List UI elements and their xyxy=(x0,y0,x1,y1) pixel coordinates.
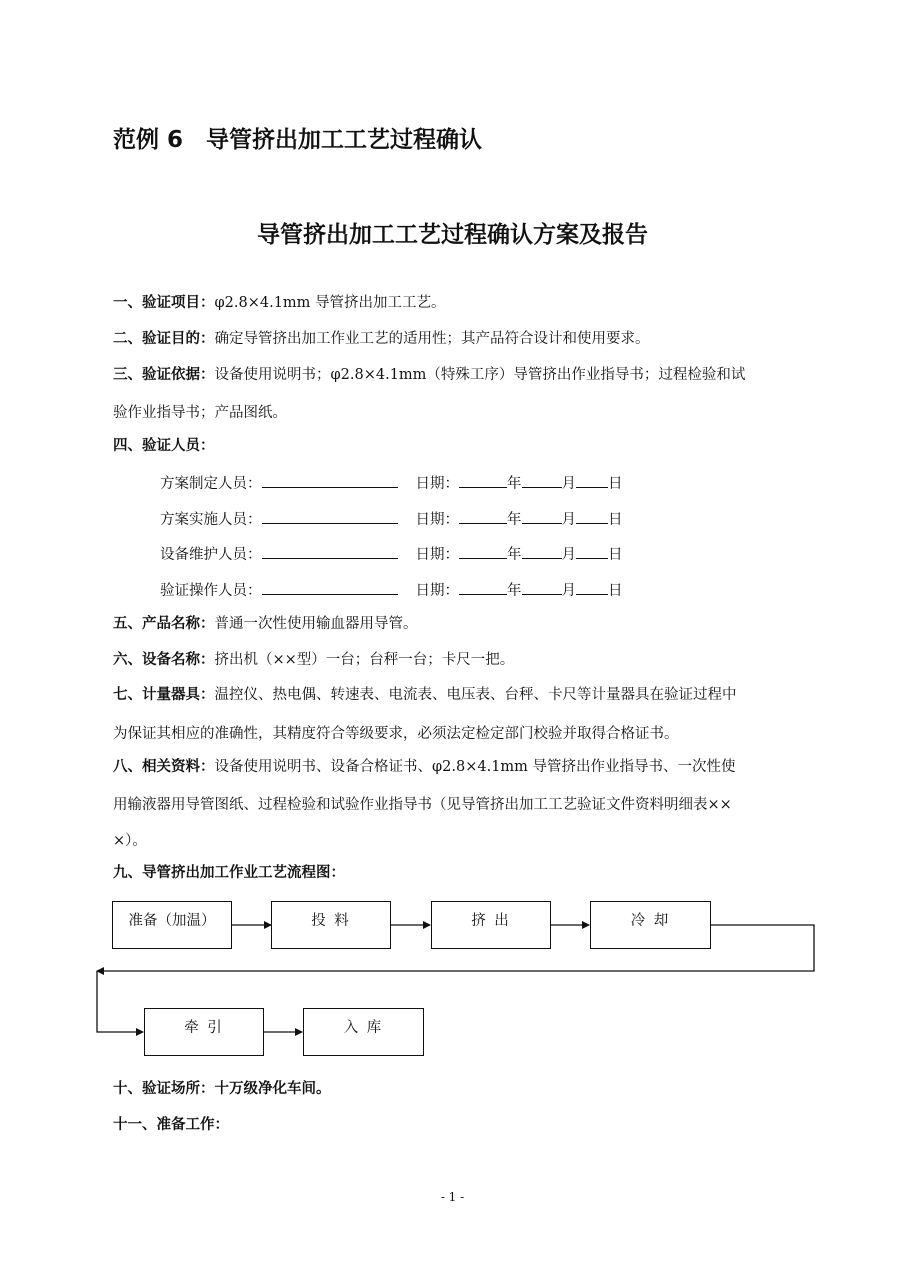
date-label: 日期： xyxy=(415,547,459,563)
section-text: 挤出机（××型）一台；台秤一台；卡尺一把。 xyxy=(214,652,515,668)
section-verification-site xyxy=(113,1080,331,1098)
section-text: 温控仪、热电偶、转速表、电流表、电压表、台秤、卡尺等计量器具在验证过程中 xyxy=(214,687,737,703)
day-label: 日 xyxy=(608,512,623,528)
year-label: 年 xyxy=(507,583,522,599)
section-label: 二、验证目的： xyxy=(113,331,215,347)
page-title: 范例 6 导管挤出加工工艺过程确认 xyxy=(113,127,483,153)
flow-step-cool: 冷 却 xyxy=(590,901,711,949)
section-label: 六、设备名称： xyxy=(113,652,215,668)
section-text-continued: 验作业指导书；产品图纸。 xyxy=(113,405,287,421)
section-label: 十、验证场所：十万级净化车间。 xyxy=(113,1081,331,1097)
section-text: 确定导管挤出加工作业工艺的适用性；其产品符合设计和使用要求。 xyxy=(214,331,650,347)
page-number: - 1 - xyxy=(440,1190,465,1204)
flow-step-store: 入 库 xyxy=(303,1008,424,1056)
section-text: φ2.8×4.1mm 导管挤出加工工艺。 xyxy=(214,295,446,311)
section-text-continued: 用输液器用导管图纸、过程检验和试验作业指导书（见导管挤出加工工艺验证文件资料明细表×× xyxy=(113,797,732,813)
personnel-role: 验证操作人员： xyxy=(160,583,262,599)
section-label: 十一、准备工作： xyxy=(113,1117,229,1133)
flow-step-feed: 投 料 xyxy=(271,901,391,949)
day-label: 日 xyxy=(608,583,623,599)
flow-step-prepare: 准备（加温） xyxy=(112,901,232,949)
day-label: 日 xyxy=(608,547,623,563)
personnel-role: 设备维护人员： xyxy=(160,547,262,563)
flow-step-extrude: 挤 出 xyxy=(431,901,551,949)
section-text: 普通一次性使用输血器用导管。 xyxy=(214,616,418,632)
year-label: 年 xyxy=(507,512,522,528)
date-label: 日期： xyxy=(415,512,459,528)
section-label: 七、计量器具： xyxy=(113,687,215,703)
section-text: 设备使用说明书、设备合格证书、φ2.8×4.1mm 导管挤出作业指导书、一次性使 xyxy=(214,759,736,775)
section-label: 八、相关资料： xyxy=(113,759,215,775)
date-label: 日期： xyxy=(415,583,459,599)
month-label: 月 xyxy=(561,583,576,599)
month-label: 月 xyxy=(561,512,576,528)
flow-arrow xyxy=(97,971,143,1032)
section-preparation xyxy=(113,1116,229,1134)
document-subtitle: 导管挤出加工工艺过程确认方案及报告 xyxy=(257,222,648,248)
section-label: 三、验证依据： xyxy=(113,367,215,383)
section-label: 四、验证人员： xyxy=(113,438,215,454)
month-label: 月 xyxy=(561,476,576,492)
month-label: 月 xyxy=(561,547,576,563)
personnel-role: 方案实施人员： xyxy=(160,512,262,528)
section-label: 五、产品名称： xyxy=(113,616,215,632)
year-label: 年 xyxy=(507,547,522,563)
section-text-continued: ×）。 xyxy=(113,833,147,849)
day-label: 日 xyxy=(608,476,623,492)
year-label: 年 xyxy=(507,476,522,492)
flow-step-haul: 牵 引 xyxy=(144,1008,264,1056)
section-text-continued: 为保证其相应的准确性，其精度符合等级要求，必须法定检定部门校验并取得合格证书。 xyxy=(113,726,679,742)
section-label: 九、导管挤出加工作业工艺流程图： xyxy=(113,865,345,881)
date-label: 日期： xyxy=(415,476,459,492)
section-label: 一、验证项目： xyxy=(113,295,215,311)
personnel-role: 方案制定人员： xyxy=(160,476,262,492)
section-text: 设备使用说明书；φ2.8×4.1mm（特殊工序）导管挤出作业指导书；过程检验和试 xyxy=(214,367,746,383)
